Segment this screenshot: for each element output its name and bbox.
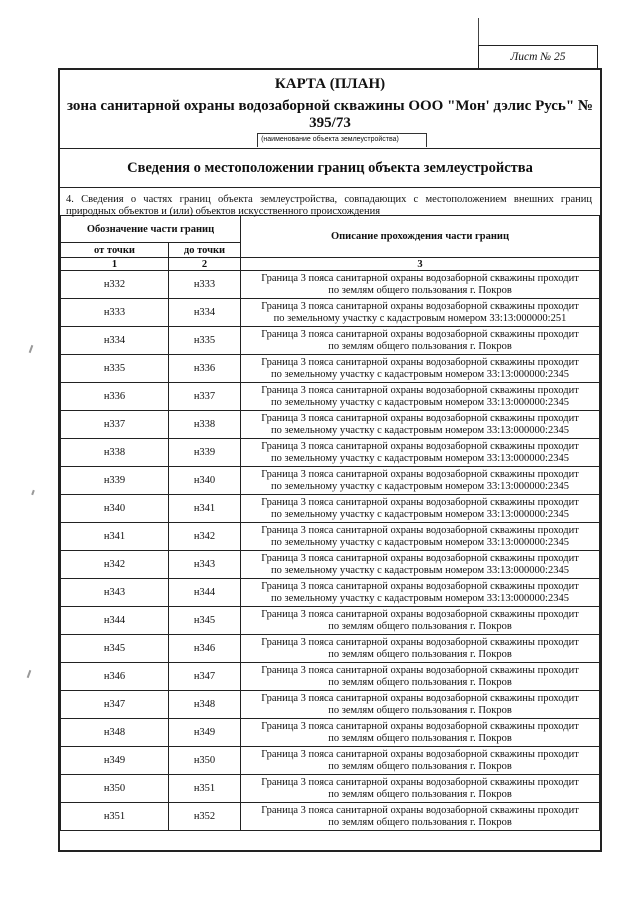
table-row	[61, 355, 600, 383]
document-header	[60, 70, 600, 149]
description-cell	[241, 747, 600, 775]
description-cell	[241, 579, 600, 607]
from-point-cell: н338	[61, 439, 169, 467]
table-row	[61, 271, 600, 299]
from-point-cell: н342	[61, 551, 169, 579]
section-title: Сведения о местоположении границ объекта землеустройства	[60, 149, 600, 188]
to-point-cell: н352	[169, 803, 241, 831]
to-point-cell: н345	[169, 607, 241, 635]
description-line-2: по землям общего пользования г. Покров	[328, 732, 512, 744]
description-cell	[241, 691, 600, 719]
description-line-1: Граница 3 пояса санитарной охраны водозаборной скважины проходит	[261, 665, 579, 676]
description-line-2: по землям общего пользования г. Покров	[328, 704, 512, 716]
table-row	[61, 495, 600, 523]
description-line-2: по земельному участку с кадастровым номером 33:13:000000:2345	[271, 452, 569, 464]
sheet-box-divider	[478, 18, 479, 45]
table-row	[61, 411, 600, 439]
description-line-1: Граница 3 пояса санитарной охраны водозаборной скважины проходит	[261, 525, 579, 536]
section-intro: 4. Сведения о частях границ объекта землеустройства, совпадающих с местоположением внешних границ природных объектов и (или) объектов искусственного происхождения	[66, 194, 592, 217]
from-point-cell: н343	[61, 579, 169, 607]
description-line-2: по земельному участку с кадастровым номером 33:13:000000:2345	[271, 592, 569, 604]
description-line-1: Граница 3 пояса санитарной охраны водозаборной скважины проходит	[261, 413, 579, 424]
description-line-2: по земельному участку с кадастровым номером 33:13:000000:2345	[271, 480, 569, 492]
description-cell	[241, 467, 600, 495]
to-point-cell: н335	[169, 327, 241, 355]
description-line-1: Граница 3 пояса санитарной охраны водозаборной скважины проходит	[261, 469, 579, 480]
col-number-3: 3	[241, 258, 600, 271]
from-point-cell: н348	[61, 719, 169, 747]
to-point-cell: н340	[169, 467, 241, 495]
to-point-cell: н348	[169, 691, 241, 719]
table-row	[61, 327, 600, 355]
table-row	[61, 607, 600, 635]
from-point-cell: н334	[61, 327, 169, 355]
description-line-1: Граница 3 пояса санитарной охраны водозаборной скважины проходит	[261, 441, 579, 452]
description-line-1: Граница 3 пояса санитарной охраны водозаборной скважины проходит	[261, 497, 579, 508]
description-line-1: Граница 3 пояса санитарной охраны водозаборной скважины проходит	[261, 385, 579, 396]
description-line-1: Граница 3 пояса санитарной охраны водозаборной скважины проходит	[261, 721, 579, 732]
description-line-2: по землям общего пользования г. Покров	[328, 816, 512, 828]
table-row	[61, 523, 600, 551]
description-line-1: Граница 3 пояса санитарной охраны водозаборной скважины проходит	[261, 749, 579, 760]
from-point-cell: н340	[61, 495, 169, 523]
description-line-1: Граница 3 пояса санитарной охраны водозаборной скважины проходит	[261, 329, 579, 340]
to-point-cell: н338	[169, 411, 241, 439]
description-line-2: по земельному участку с кадастровым номером 33:13:000000:251	[273, 312, 567, 324]
description-line-2: по земельному участку с кадастровым номером 33:13:000000:2345	[271, 424, 569, 436]
description-line-2: по землям общего пользования г. Покров	[328, 676, 512, 688]
description-cell	[241, 719, 600, 747]
description-line-1: Граница 3 пояса санитарной охраны водозаборной скважины проходит	[261, 553, 579, 564]
from-point-cell: н344	[61, 607, 169, 635]
to-header: до точки	[169, 243, 241, 258]
description-cell	[241, 775, 600, 803]
to-point-cell: н334	[169, 299, 241, 327]
description-cell	[241, 551, 600, 579]
scan-artifact	[29, 345, 34, 353]
from-point-cell: н347	[61, 691, 169, 719]
to-point-cell: н341	[169, 495, 241, 523]
table-body	[61, 271, 600, 831]
document-subtitle: зона санитарной охраны водозаборной скважины ООО "Мон' дэлис Русь" № 395/73	[66, 98, 594, 131]
table-row	[61, 719, 600, 747]
description-cell	[241, 607, 600, 635]
description-cell	[241, 411, 600, 439]
description-line-2: по земельному участку с кадастровым номером 33:13:000000:2345	[271, 368, 569, 380]
col-number-2: 2	[169, 258, 241, 271]
description-line-2: по землям общего пользования г. Покров	[328, 340, 512, 352]
description-line-2: по землям общего пользования г. Покров	[328, 788, 512, 800]
description-line-2: по землям общего пользования г. Покров	[328, 760, 512, 772]
from-point-cell: н333	[61, 299, 169, 327]
table-row	[61, 467, 600, 495]
col-number-1: 1	[61, 258, 169, 271]
from-point-cell: н349	[61, 747, 169, 775]
table-row	[61, 299, 600, 327]
from-header: от точки	[61, 243, 169, 258]
description-line-2: по землям общего пользования г. Покров	[328, 284, 512, 296]
description-line-2: по земельному участку с кадастровым номером 33:13:000000:2345	[271, 564, 569, 576]
table-row	[61, 383, 600, 411]
to-point-cell: н344	[169, 579, 241, 607]
table-row	[61, 747, 600, 775]
to-point-cell: н342	[169, 523, 241, 551]
description-line-2: по землям общего пользования г. Покров	[328, 648, 512, 660]
to-point-cell: н351	[169, 775, 241, 803]
to-point-cell: н350	[169, 747, 241, 775]
to-point-cell: н336	[169, 355, 241, 383]
from-point-cell: н335	[61, 355, 169, 383]
to-point-cell: н347	[169, 663, 241, 691]
description-cell	[241, 635, 600, 663]
table-row	[61, 691, 600, 719]
from-point-cell: н341	[61, 523, 169, 551]
from-point-cell: н336	[61, 383, 169, 411]
from-point-cell: н337	[61, 411, 169, 439]
sheet-number: Лист № 25	[478, 45, 598, 69]
description-line-1: Граница 3 пояса санитарной охраны водозаборной скважины проходит	[261, 273, 579, 284]
description-cell	[241, 803, 600, 831]
scan-artifact	[27, 670, 32, 678]
to-point-cell: н333	[169, 271, 241, 299]
from-point-cell: н346	[61, 663, 169, 691]
table-row	[61, 803, 600, 831]
from-point-cell: н351	[61, 803, 169, 831]
description-line-2: по земельному участку с кадастровым номером 33:13:000000:2345	[271, 536, 569, 548]
table-row	[61, 775, 600, 803]
from-point-cell: н332	[61, 271, 169, 299]
table-row	[61, 439, 600, 467]
description-line-1: Граница 3 пояса санитарной охраны водозаборной скважины проходит	[261, 301, 579, 312]
object-caption: (наименование объекта землеустройства)	[261, 136, 399, 143]
from-point-cell: н339	[61, 467, 169, 495]
description-cell	[241, 439, 600, 467]
document-frame	[58, 68, 602, 852]
description-cell	[241, 271, 600, 299]
description-line-2: по землям общего пользования г. Покров	[328, 620, 512, 632]
description-cell	[241, 383, 600, 411]
description-cell	[241, 327, 600, 355]
description-line-1: Граница 3 пояса санитарной охраны водозаборной скважины проходит	[261, 609, 579, 620]
desc-header: Описание прохождения части границ	[241, 216, 600, 258]
description-line-1: Граница 3 пояса санитарной охраны водозаборной скважины проходит	[261, 637, 579, 648]
description-line-2: по земельному участку с кадастровым номером 33:13:000000:2345	[271, 508, 569, 520]
to-point-cell: н337	[169, 383, 241, 411]
group-header: Обозначение части границ	[61, 216, 241, 243]
table-row	[61, 635, 600, 663]
description-cell	[241, 663, 600, 691]
description-line-1: Граница 3 пояса санитарной охраны водозаборной скважины проходит	[261, 693, 579, 704]
to-point-cell: н339	[169, 439, 241, 467]
from-point-cell: н345	[61, 635, 169, 663]
scan-artifact	[31, 490, 35, 495]
description-cell	[241, 355, 600, 383]
table-row	[61, 551, 600, 579]
description-cell	[241, 523, 600, 551]
to-point-cell: н343	[169, 551, 241, 579]
to-point-cell: н346	[169, 635, 241, 663]
description-line-1: Граница 3 пояса санитарной охраны водозаборной скважины проходит	[261, 581, 579, 592]
to-point-cell: н349	[169, 719, 241, 747]
description-line-2: по земельному участку с кадастровым номером 33:13:000000:2345	[271, 396, 569, 408]
from-point-cell: н350	[61, 775, 169, 803]
boundary-table	[60, 215, 600, 831]
table-row	[61, 663, 600, 691]
description-line-1: Граница 3 пояса санитарной охраны водозаборной скважины проходит	[261, 777, 579, 788]
description-cell	[241, 495, 600, 523]
document-title: КАРТА (ПЛАН)	[274, 76, 386, 92]
table-row	[61, 579, 600, 607]
description-line-1: Граница 3 пояса санитарной охраны водозаборной скважины проходит	[261, 357, 579, 368]
description-cell	[241, 299, 600, 327]
description-line-1: Граница 3 пояса санитарной охраны водозаборной скважины проходит	[261, 805, 579, 816]
